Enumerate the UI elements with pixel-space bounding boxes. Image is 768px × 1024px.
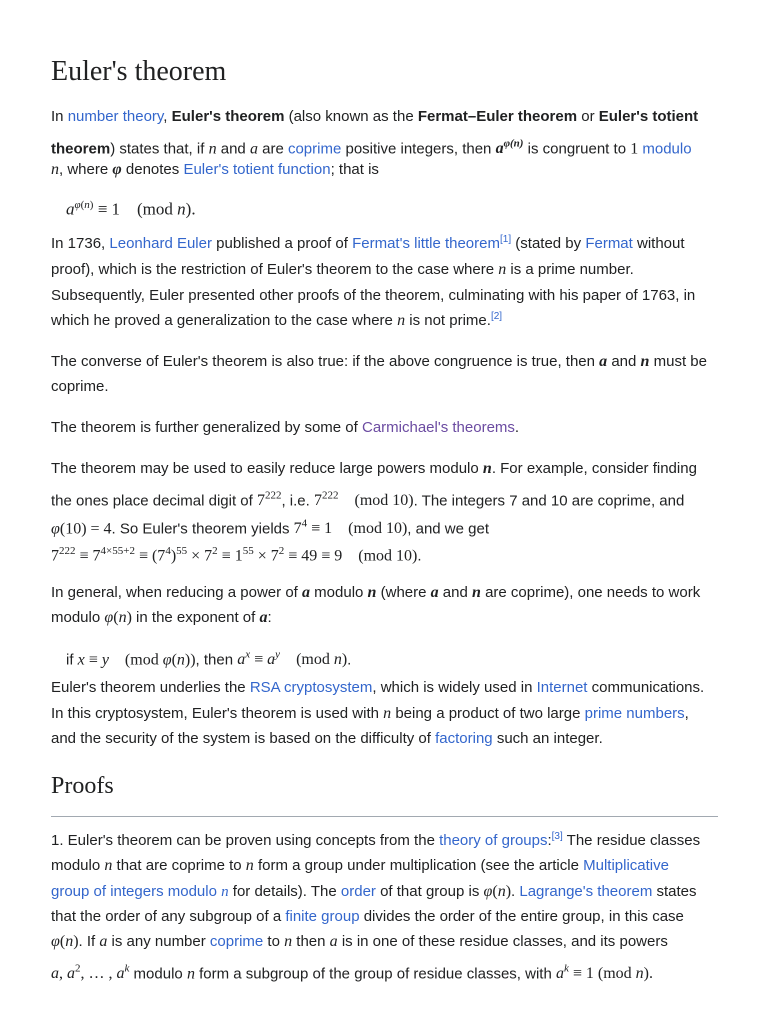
link-fermats-little-theorem[interactable]: Fermat's little theorem	[352, 235, 500, 252]
page-title: Euler's theorem	[51, 56, 227, 87]
p1736-line-3: Subsequently, Euler presented other proofs of the theorem, culminating with his paper of 1763, in	[51, 287, 696, 304]
intro-line-1: In number theory, Euler's theorem (also known as the Fermat–Euler theorem or Euler's totient	[51, 108, 699, 125]
intro-line-3: n, where φ denotes Euler's totient function; that is	[51, 161, 379, 178]
link-finite-group[interactable]: finite group	[285, 908, 360, 925]
reduce-line-2: the ones place decimal digit of $7^{222}$, i.e. $7^{222}$ (mod 10). The integers 7 and 10 are coprime, and	[51, 490, 685, 510]
generalized-line: The theorem is further generalized by some of Carmichael's theorems.	[51, 419, 520, 436]
general-formula: if x ≡ y (mod φ(n)), then $a^x \equiv a^y$ (mod n).	[66, 649, 352, 669]
reduce-formula: $7^{222} \equiv 7^{4\times 55+2} \equiv (7^4)^{55} \times 7^2 \equiv 1^{55} \times 7^2 \equiv 49 \equiv 9$ (mod 10).	[51, 545, 422, 565]
link-factoring[interactable]: factoring	[435, 730, 493, 747]
link-prime-numbers[interactable]: prime numbers	[584, 705, 685, 722]
link-number-theory[interactable]: number theory	[67, 108, 164, 125]
reduce-line-1: The theorem may be used to easily reduce large powers modulo n. For example, consider finding	[51, 460, 697, 477]
link-fermat[interactable]: Fermat	[585, 235, 633, 252]
link-coprime[interactable]: coprime	[287, 140, 342, 158]
link-order[interactable]: order	[340, 883, 376, 900]
link-multiplicative-group-1[interactable]: Multiplicative	[583, 857, 669, 874]
proofs-line-2: modulo n that are coprime to n form a group under multiplication (see the article Multiplicative	[51, 857, 669, 874]
proofs-line-5: φ(n). If a is any number coprime to n then a is in one of these residue classes, and its powers	[51, 933, 668, 950]
ref-2[interactable]: [2]	[490, 311, 503, 322]
section-heading-proofs: Proofs	[51, 773, 114, 799]
math-phi: φ	[112, 161, 122, 178]
math-a: a	[249, 140, 258, 158]
converse-line-2: coprime.	[51, 378, 109, 395]
proofs-line-3: group of integers modulo n for details). The order of that group is φ(n). Lagrange's theorem states	[51, 883, 697, 900]
rsa-line-1: Euler's theorem underlies the RSA cryptosystem, which is widely used in Internet communications.	[51, 679, 705, 696]
reduce-line-3: φ(10) = 4. So Euler's theorem yields $7^4 \equiv 1$ (mod 10), and we get	[51, 518, 490, 538]
rsa-line-3: and the security of the system is based on the difficulty of factoring such an integer.	[51, 730, 603, 747]
general-line-2: modulo φ(n) in the exponent of a:	[51, 609, 272, 626]
intro-line-2: theorem) states that, if n and a are coprime positive integers, then $a^{\varphi(n)}$ is congruent to 1 modulo	[51, 138, 692, 158]
proofs-line-6: a, $a^2$, … , $a^k$ modulo n form a subgroup of the group of residue classes, with $a^k \equiv 1$ (mod n).	[51, 963, 653, 983]
p1736-line-4: which he proved a generalization to the case where n is not prime.[2]	[51, 311, 503, 329]
ref-3[interactable]: [3]	[551, 831, 563, 842]
math-n: n	[208, 140, 217, 158]
proofs-line-1: 1. Euler's theorem can be proven using concepts from the theory of groups:[3] The residue classes	[51, 831, 701, 849]
link-totient-function[interactable]: Euler's totient function	[183, 161, 331, 178]
link-coprime-2[interactable]: coprime	[209, 933, 264, 950]
link-lagranges-theorem[interactable]: Lagrange's theorem	[519, 883, 653, 900]
link-modulo[interactable]: modulo	[642, 140, 692, 158]
math-a-phi-n: $a^{\varphi(n)}$	[495, 138, 524, 158]
rsa-line-2: In this cryptosystem, Euler's theorem is used with n being a product of two large prime numbers,	[51, 705, 689, 722]
link-multiplicative-group-2[interactable]: group of integers modulo n	[51, 883, 229, 900]
p1736-line-2: proof), which is the restriction of Euler's theorem to the case where n is a prime number.	[51, 261, 634, 278]
link-rsa-cryptosystem[interactable]: RSA cryptosystem	[249, 679, 373, 696]
main-formula: $a^{\varphi(n)} \equiv 1$ (mod n).	[66, 199, 196, 219]
link-carmichaels-theorems[interactable]: Carmichael's theorems	[362, 419, 515, 436]
section-divider	[51, 816, 718, 817]
link-internet[interactable]: Internet	[536, 679, 588, 696]
p1736-line-1: In 1736, Leonhard Euler published a proof of Fermat's little theorem[1] (stated by Fermat without	[51, 234, 685, 252]
proofs-line-4: that the order of any subgroup of a finite group divides the order of the entire group, in this case	[51, 908, 684, 925]
link-leonhard-euler[interactable]: Leonhard Euler	[109, 235, 212, 252]
general-line-1: In general, when reducing a power of a modulo n (where a and n are coprime), one needs to work	[51, 584, 701, 601]
converse-line-1: The converse of Euler's theorem is also true: if the above congruence is true, then a and n must be	[51, 353, 707, 370]
link-theory-of-groups[interactable]: theory of groups	[439, 832, 548, 849]
ref-1[interactable]: [1]	[499, 234, 512, 245]
